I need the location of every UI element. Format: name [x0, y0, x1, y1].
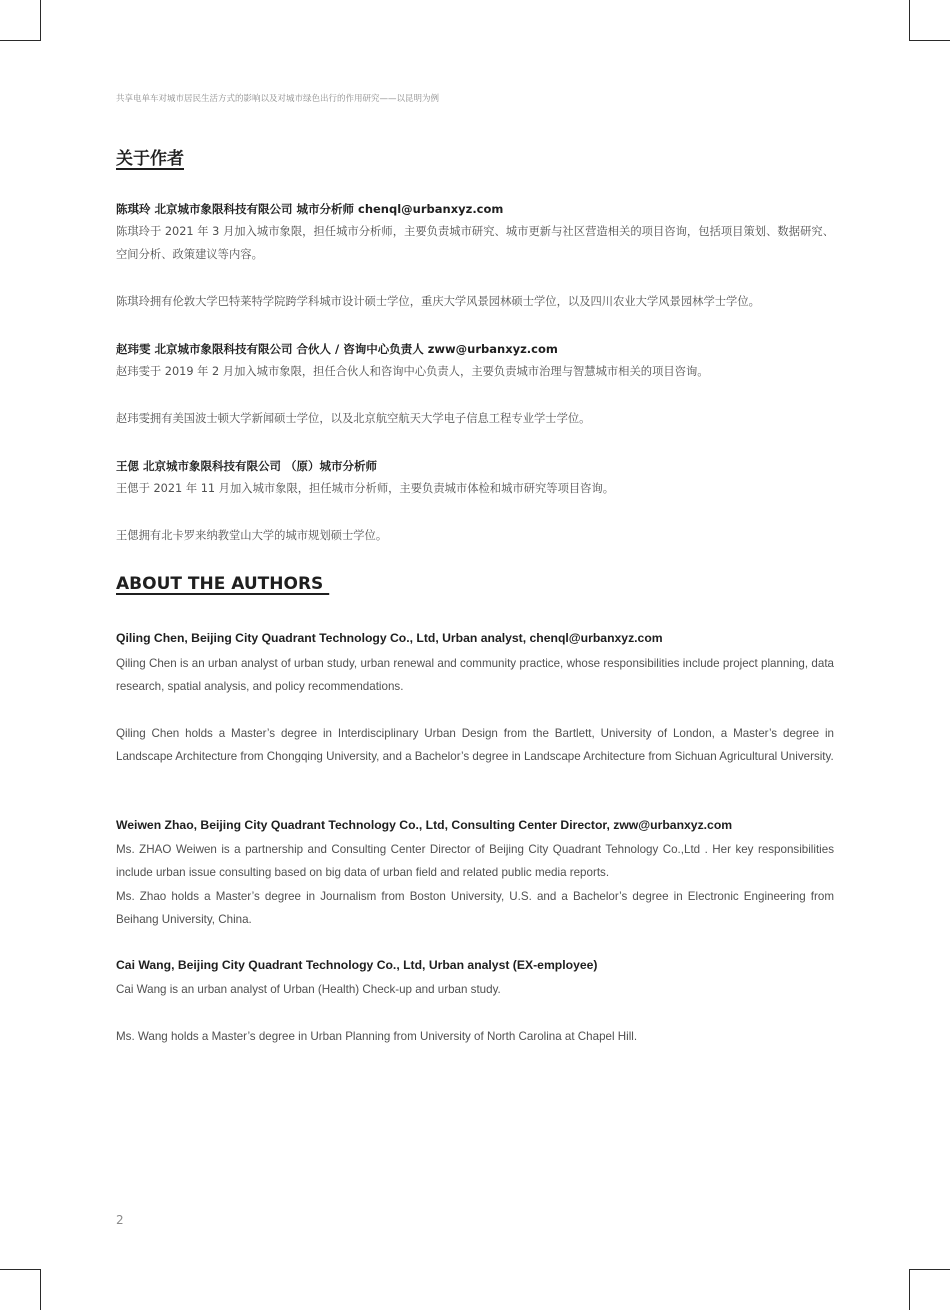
zh-author-3-heading: 王偲 北京城市象限科技有限公司 （原）城市分析师	[116, 459, 378, 473]
crop-mark-top-left-v	[40, 0, 41, 41]
en-section-title: ABOUT THE AUTHORS	[116, 574, 330, 594]
en-author-1-bio: Qiling Chen is an urban analyst of urban study, urban renewal and community practice, whose responsibilities include project planning, data research, spatial analysis, and policy recommendations.	[116, 657, 834, 694]
zh-author-1-education: 陈琪玲拥有伦敦大学巴特莱特学院跨学科城市设计硕士学位，重庆大学风景园林硕士学位，以及四川农业大学风景园林学士学位。	[116, 295, 760, 308]
crop-mark-bottom-right-v	[909, 1269, 910, 1310]
en-author-2-education: Ms. Zhao holds a Master’s degree in Journalism from Boston University, U.S. and a Bachelor’s degree in Electronic Engineering from Beihang University, China.	[116, 890, 834, 927]
en-author-3-bio: Cai Wang is an urban analyst of Urban (Health) Check-up and urban study.	[116, 983, 501, 996]
en-author-1-heading: Qiling Chen, Beijing City Quadrant Technology Co., Ltd, Urban analyst, chenql@urbanxyz.com	[116, 631, 663, 645]
zh-author-2-heading: 赵玮雯 北京城市象限科技有限公司 合伙人 / 咨询中心负责人 zww@urbanxyz.com	[116, 342, 558, 356]
en-author-1-education: Qiling Chen holds a Master’s degree in Interdisciplinary Urban Design from the Bartlett, University of London, a Master’s degree in Landscape Architecture from Chongqing University, and a Bachelor’s degree in Landscape Architecture from Sichuan Agricultural University.	[116, 727, 834, 764]
zh-author-2-education: 赵玮雯拥有美国波士顿大学新闻硕士学位，以及北京航空航天大学电子信息工程专业学士学位。	[116, 412, 591, 425]
zh-author-3-education: 王偲拥有北卡罗来纳教堂山大学的城市规划硕士学位。	[116, 529, 388, 542]
running-header: 共享电单车对城市居民生活方式的影响以及对城市绿色出行的作用研究——以昆明为例	[116, 94, 440, 104]
zh-author-1-heading: 陈琪玲 北京城市象限科技有限公司 城市分析师 chenql@urbanxyz.com	[116, 202, 504, 216]
crop-mark-bottom-left-h	[0, 1269, 41, 1270]
zh-author-3-bio: 王偲于 2021 年 11 月加入城市象限，担任城市分析师，主要负责城市体检和城市研究等项目咨询。	[116, 482, 615, 495]
en-author-2-heading: Weiwen Zhao, Beijing City Quadrant Technology Co., Ltd, Consulting Center Director, zww@urbanxyz.com	[116, 818, 733, 832]
zh-author-1-bio: 陈琪玲于 2021 年 3 月加入城市象限，担任城市分析师，主要负责城市研究、城市更新与社区营造相关的项目咨询，包括项目策划、数据研究、空间分析、政策建议等内容。	[116, 225, 834, 262]
en-author-3-education: Ms. Wang holds a Master’s degree in Urban Planning from University of North Carolina at Chapel Hill.	[116, 1030, 638, 1043]
crop-mark-bottom-right-h	[909, 1269, 950, 1270]
crop-mark-top-right-v	[909, 0, 910, 41]
zh-author-2-bio: 赵玮雯于 2019 年 2 月加入城市象限，担任合伙人和咨询中心负责人，主要负责城市治理与智慧城市相关的项目咨询。	[116, 365, 709, 378]
en-author-3-heading: Cai Wang, Beijing City Quadrant Technology Co., Ltd, Urban analyst (EX-employee)	[116, 958, 598, 972]
crop-mark-top-right-h	[909, 40, 950, 41]
crop-mark-bottom-left-v	[40, 1269, 41, 1310]
crop-mark-top-left-h	[0, 40, 41, 41]
zh-section-title: 关于作者	[116, 149, 184, 169]
en-author-2-bio: Ms. ZHAO Weiwen is a partnership and Consulting Center Director of Beijing City Quadrant Tehnology Co.,Ltd . Her key responsibilities include urban issue consulting based on big data of urban field and related public media reports.	[116, 843, 834, 880]
page-number: 2	[116, 1213, 124, 1227]
